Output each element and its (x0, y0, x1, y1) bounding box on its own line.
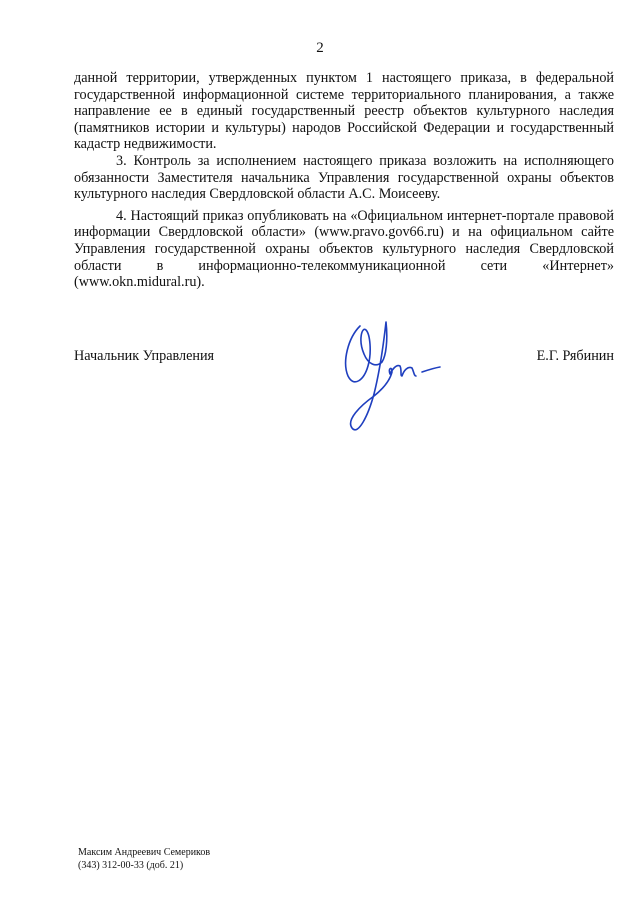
paragraph-item-4: 4. Настоящий приказ опубликовать на «Официальном интернет-портале правовой информации Свердловской области» (www.pravo.gov66.ru) и на официальном сайте Управления государственной охраны объектов культурного наследия Свердловской области в информационно-телекоммуникационной сети «Интернет» (www.okn.midural.ru). (74, 207, 614, 291)
signer-position: Начальник Управления (74, 348, 215, 364)
document-body (74, 70, 614, 291)
paragraph-item-3: 3. Контроль за исполнением настоящего приказа возложить на исполняющего обязанности Заместителя начальника Управления государственной охраны объектов культурного наследия Свердловской области А.С. Моисееву. (74, 152, 614, 203)
handwritten-signature (330, 310, 450, 450)
executor-phone: (343) 312-00-33 (доб. 21) (78, 859, 184, 871)
paragraph-continuation: данной территории, утвержденных пунктом 1 настоящего приказа, в федеральной государственной информационной системе территориального планирования, а также направление ее в единый государственный реестр объектов культурного наследия (памятников истории и культуры) народов Российской Федерации и государственный кадастр недвижимости. (74, 70, 614, 153)
page-number: 2 (316, 40, 324, 56)
signature-stroke-main (346, 322, 416, 430)
executor-footer (78, 847, 210, 872)
executor-name: Максим Андреевич Семериков (78, 847, 211, 858)
signature-stroke-tail (422, 367, 440, 372)
signer-name: Е.Г. Рябинин (536, 348, 614, 364)
